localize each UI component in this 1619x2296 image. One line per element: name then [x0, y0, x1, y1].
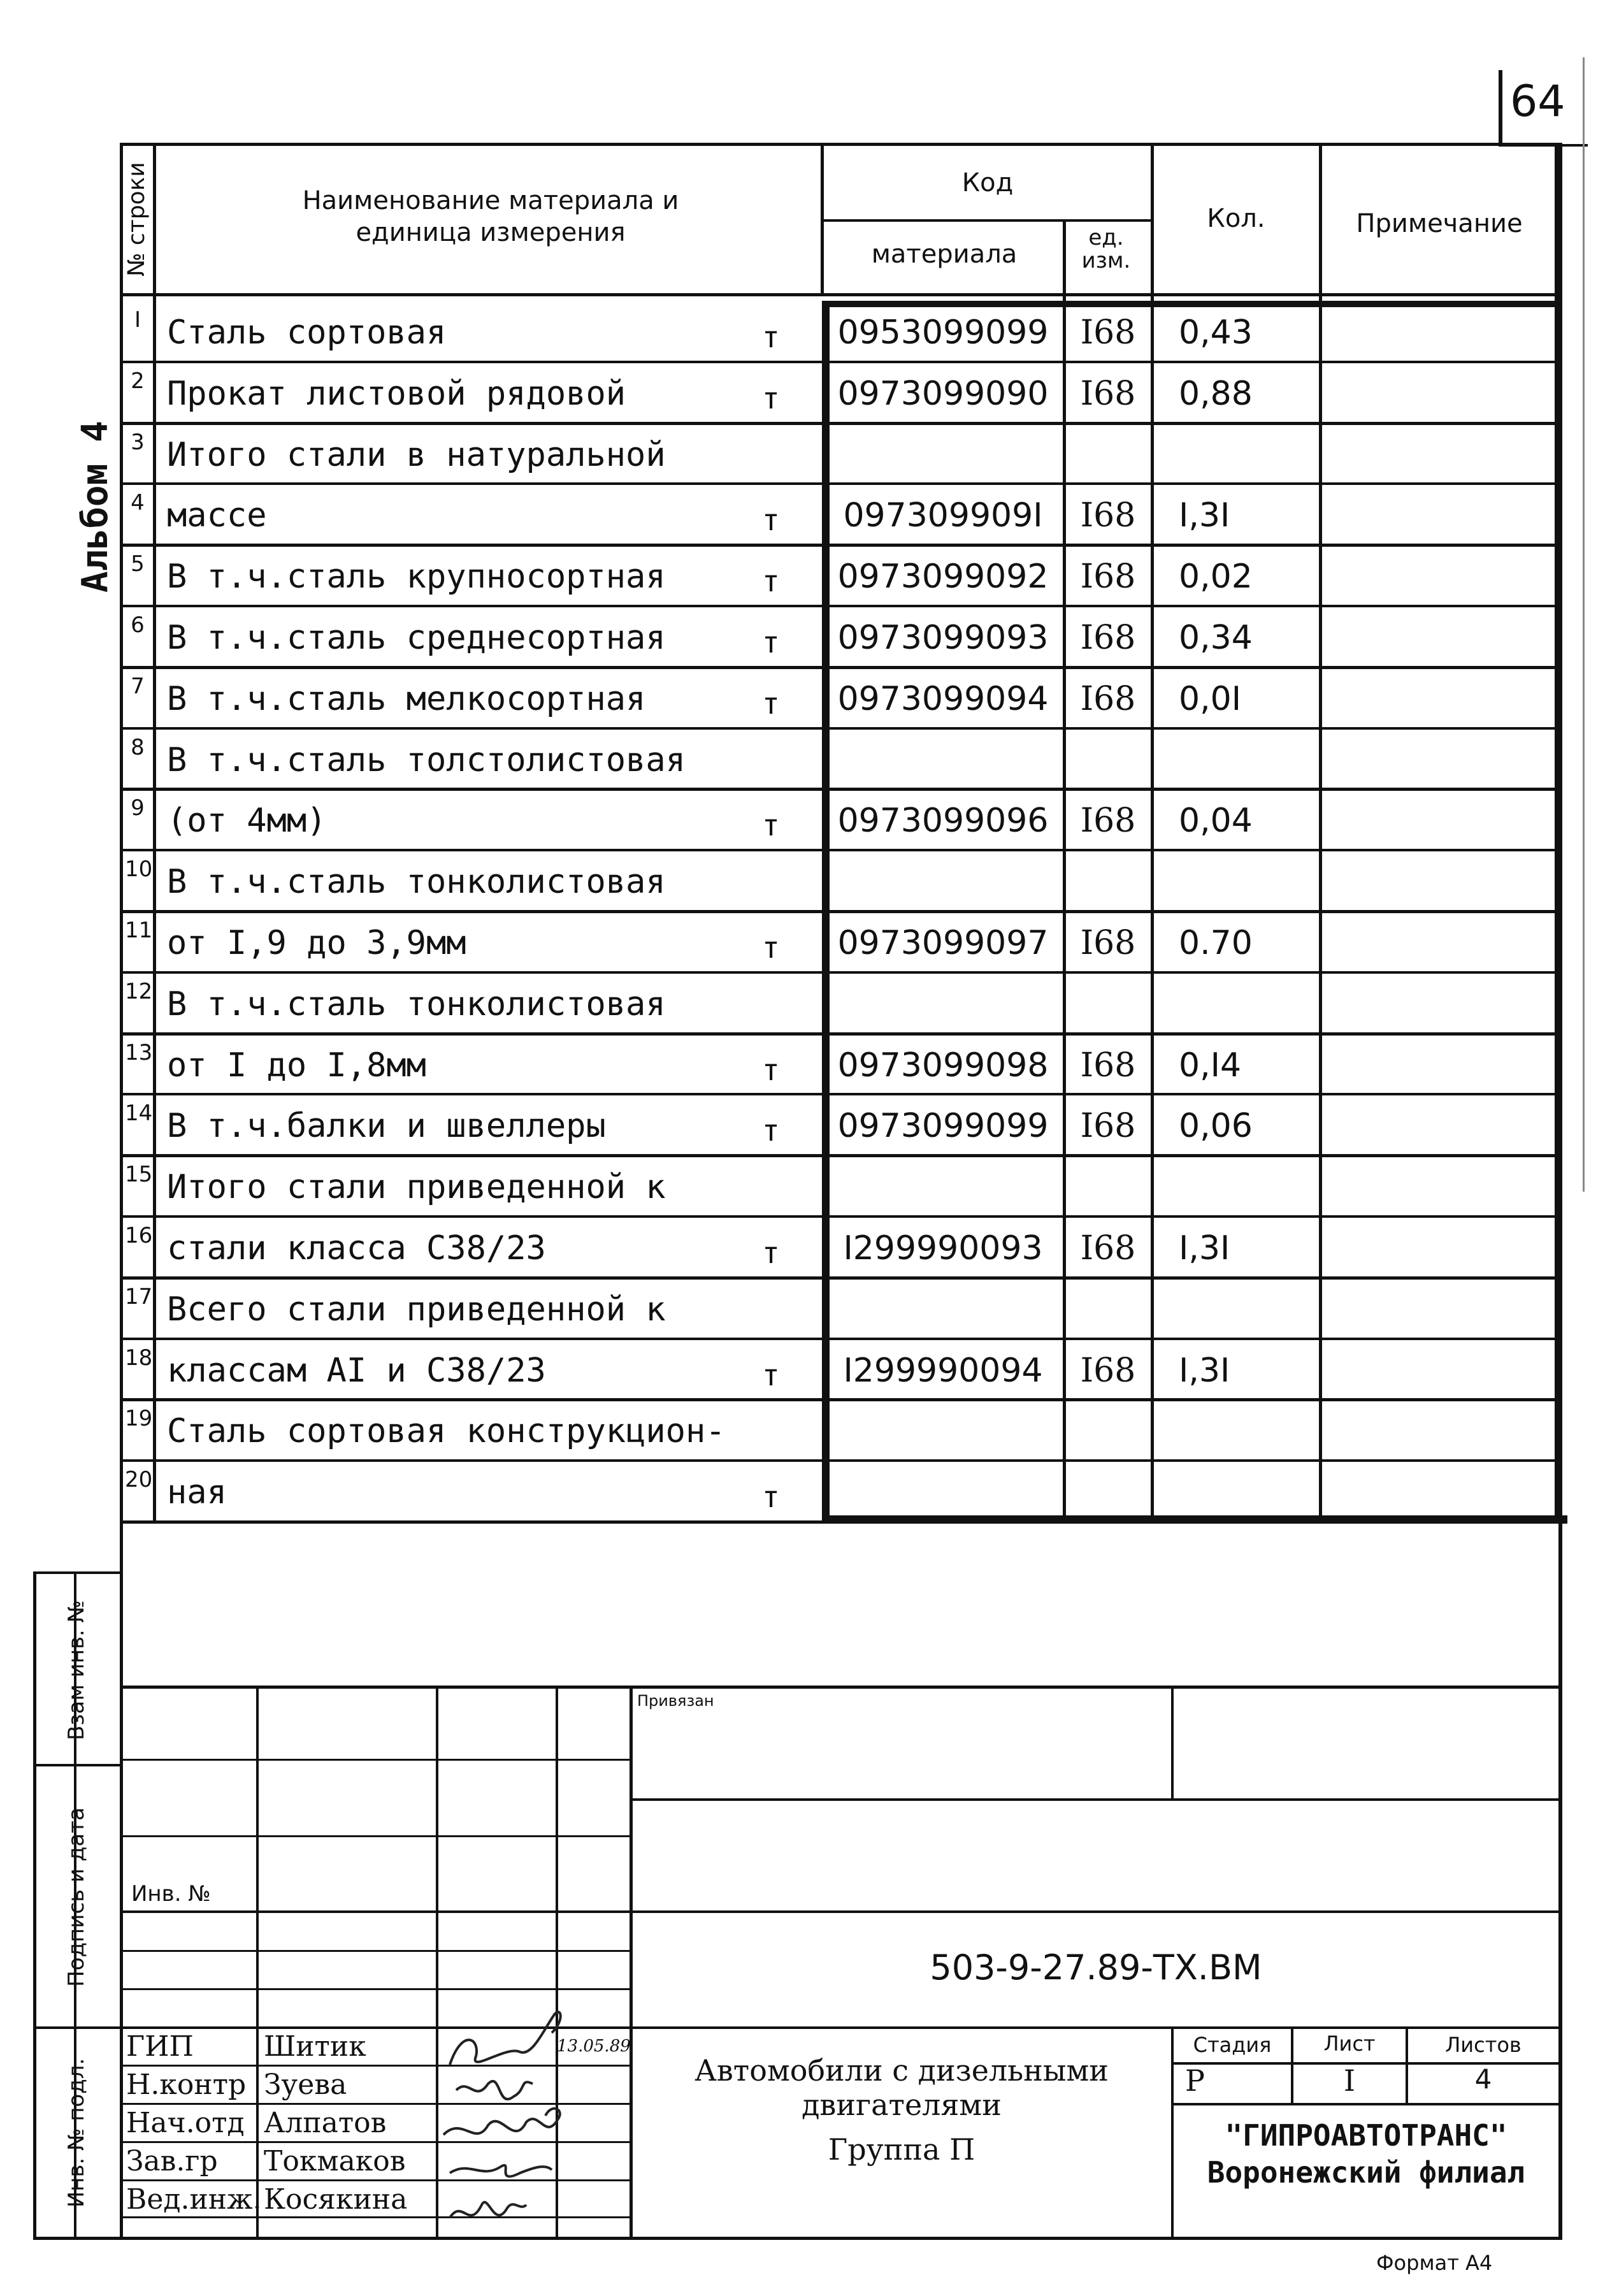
sheets-value: 4 — [1474, 2063, 1492, 2095]
signer-role: Н.контр — [126, 2069, 247, 2101]
unit-letter: т — [762, 625, 780, 660]
row-number: 9 — [131, 795, 145, 821]
stamp-grid-line — [1172, 2103, 1561, 2105]
unit-letter: т — [762, 503, 780, 537]
quantity: 0,0I — [1179, 680, 1242, 718]
row-separator — [121, 361, 1561, 363]
unit-letter: т — [762, 1480, 780, 1514]
row-number: 20 — [125, 1467, 153, 1492]
material-code: I299990094 — [843, 1352, 1043, 1390]
unit-letter: т — [762, 564, 780, 598]
sheets-label: Листов — [1445, 2033, 1522, 2057]
row-separator — [121, 422, 1561, 425]
code-column-line — [821, 143, 824, 293]
table-right-border — [1555, 143, 1562, 1523]
unit-code: I68 — [1080, 1352, 1136, 1390]
side-strip-top — [33, 1571, 122, 1574]
format-label: Формат А4 — [1376, 2251, 1493, 2275]
stamp-bottom-border — [33, 2237, 1562, 2240]
org-name: "ГИПРОАВТОТРАНС" — [1225, 2118, 1507, 2153]
stamp-col-line — [630, 1686, 633, 2240]
document-title — [637, 2053, 1166, 2167]
signature-tokmakov — [450, 2165, 552, 2177]
signature-zueva — [456, 2081, 533, 2099]
inv-no-label: Инв. № — [131, 1881, 211, 1907]
album-label: Альбом 4 — [75, 421, 116, 593]
row-separator — [121, 971, 1561, 974]
material-name: классам АI и С38/23 — [167, 1352, 546, 1390]
stamp-grid-line — [631, 1798, 1172, 1801]
side-strip-left — [33, 1571, 36, 2239]
material-name: от I,9 до 3,9мм — [167, 924, 466, 962]
stamp-col-line — [1171, 1686, 1174, 1800]
signer-name: Алпатов — [264, 2107, 387, 2139]
row-number: 19 — [125, 1406, 153, 1431]
quantity: 0,04 — [1179, 802, 1253, 840]
material-name: Всего стали приведенной к — [167, 1290, 666, 1329]
row-separator — [121, 1154, 1561, 1157]
unit-code: I68 — [1080, 558, 1136, 596]
material-code: I299990093 — [843, 1229, 1043, 1267]
unit-code: I68 — [1080, 375, 1136, 413]
material-name: В т.ч.сталь крупносортная — [167, 558, 666, 596]
org-branch: Воронежский филиал — [1207, 2155, 1525, 2190]
row-separator — [121, 605, 1561, 607]
unit-letter: т — [762, 686, 780, 721]
bold-box-top — [822, 301, 1561, 307]
unit-code: I68 — [1080, 680, 1136, 718]
row-number: 11 — [125, 918, 153, 943]
unit-letter: т — [762, 1358, 780, 1392]
quantity: 0,I4 — [1179, 1046, 1242, 1085]
quantity: I,3I — [1179, 1229, 1230, 1267]
side-label-inv-podl: Инв. № подл. — [64, 2058, 89, 2208]
title-line-1: Автомобили с дизельными — [694, 2053, 1109, 2088]
row-separator — [121, 788, 1561, 791]
row-separator — [121, 1338, 1561, 1340]
quantity: I,3I — [1179, 1352, 1230, 1390]
unit-code: I68 — [1080, 1107, 1136, 1145]
material-name: (от 4мм) — [167, 802, 327, 840]
header-code: Код — [961, 168, 1014, 198]
row-number: 10 — [125, 856, 153, 882]
unit-code: I68 — [1080, 802, 1136, 840]
material-name: массе — [167, 496, 267, 535]
unit-letter: т — [762, 1236, 780, 1270]
sheet-value: I — [1343, 2063, 1356, 2098]
unit-code: I68 — [1080, 619, 1136, 657]
row-number: I — [134, 307, 141, 333]
unit-code: I68 — [1080, 496, 1136, 535]
material-name: Сталь сортовая конструкцион- — [167, 1412, 726, 1450]
signer-name: Токмаков — [264, 2145, 406, 2177]
side-label-podpis: Подпись и дата — [64, 1807, 89, 1987]
header-unit: ед. изм. — [1081, 225, 1131, 273]
unit-qty-line — [1151, 143, 1154, 1519]
signature-kosyakina — [450, 2202, 526, 2218]
row-number: 3 — [131, 430, 145, 455]
material-code: 0973099099 — [837, 1107, 1049, 1145]
signer-role: Зав.гр — [126, 2145, 218, 2177]
title-line-3: Группа П — [828, 2132, 975, 2167]
material-name: ная — [167, 1473, 227, 1512]
stamp-grid-line — [1172, 1798, 1561, 1801]
header-material: материала — [871, 240, 1018, 269]
material-name: В т.ч.сталь тонколистовая — [167, 985, 666, 1023]
stamp-grid-line — [121, 1759, 631, 1761]
row-number: 5 — [131, 551, 145, 577]
right-edge-line — [1583, 57, 1585, 1192]
page-number: 64 — [1510, 76, 1565, 127]
row-separator — [121, 1276, 1561, 1280]
signature-scribbles — [437, 1988, 628, 2243]
stamp-col-line — [256, 1686, 259, 2240]
table-left-border — [120, 143, 123, 2239]
qty-note-line — [1319, 143, 1322, 1519]
stamp-top-line — [121, 1686, 1561, 1689]
header-qty: Кол. — [1207, 204, 1265, 233]
material-name: Итого стали приведенной к — [167, 1168, 666, 1206]
stage-value: Р — [1185, 2063, 1205, 2098]
row-number: 6 — [131, 612, 145, 638]
row-separator — [121, 910, 1561, 913]
unit-code: I68 — [1080, 1046, 1136, 1085]
unit-letter: т — [762, 808, 780, 842]
quantity: 0,43 — [1179, 314, 1253, 352]
material-name: Сталь сортовая — [167, 314, 447, 352]
stamp-right-border — [1558, 1520, 1562, 2239]
table-top-border — [121, 143, 1561, 146]
header-note: Примечание — [1356, 209, 1523, 238]
row-number: 14 — [125, 1101, 153, 1126]
material-name: В т.ч.сталь мелкосортная — [167, 680, 646, 718]
material-name: В т.ч.сталь тонколистовая — [167, 863, 666, 901]
title-line-2: двигателями — [802, 2088, 1002, 2122]
row-number: 2 — [131, 368, 145, 394]
sheet-label: Лист — [1323, 2032, 1376, 2056]
row-separator — [121, 544, 1561, 547]
header-row-number: № строки — [124, 162, 150, 277]
row-number: 8 — [131, 735, 145, 760]
material-name: В т.ч.балки и швеллеры — [167, 1107, 606, 1145]
row-separator — [121, 1459, 1561, 1462]
material-name: Итого стали в натуральной — [167, 436, 666, 474]
stage-label: Стадия — [1193, 2033, 1272, 2057]
organization — [1174, 2117, 1558, 2191]
material-name: В т.ч.сталь среднесортная — [167, 619, 666, 657]
row-separator — [121, 849, 1561, 851]
material-code: 0973099093 — [837, 619, 1049, 657]
stamp-grid-line — [121, 1835, 631, 1837]
material-code: 0973099092 — [837, 558, 1049, 596]
unit-letter: т — [762, 1113, 780, 1148]
material-name: стали класса С38/23 — [167, 1229, 546, 1267]
material-code: 097309909I — [843, 496, 1043, 535]
quantity: 0,06 — [1179, 1107, 1253, 1145]
signer-role: ГИП — [126, 2030, 194, 2063]
row-separator — [121, 1032, 1561, 1036]
row-separator — [121, 482, 1561, 485]
quantity: 0,88 — [1179, 375, 1253, 413]
signature-alpatov — [443, 2109, 560, 2135]
row-number: 15 — [125, 1162, 153, 1187]
quantity: I,3I — [1179, 496, 1230, 535]
unit-code: I68 — [1080, 924, 1136, 962]
row-separator — [121, 727, 1561, 730]
row-number: 13 — [125, 1040, 153, 1065]
signer-role: Вед.инж. — [126, 2183, 262, 2216]
row-number-column-line — [153, 143, 156, 1523]
page-number-border — [1499, 70, 1502, 147]
header-bottom-border — [121, 293, 1561, 296]
material-code: 0953099099 — [837, 314, 1049, 352]
signer-role: Нач.отд — [126, 2107, 245, 2139]
row-separator — [121, 1215, 1561, 1218]
unit-code: I68 — [1080, 1229, 1136, 1267]
stamp-grid-line — [121, 1950, 631, 1952]
material-code: 0973099096 — [837, 802, 1049, 840]
row-number: 18 — [125, 1345, 153, 1371]
signer-name: Зуева — [264, 2069, 347, 2101]
stamp-grid-line — [121, 1910, 1561, 1913]
stamp-grid-line — [121, 2026, 1561, 2029]
signer-name: Косякина — [264, 2183, 408, 2216]
side-label-vzam: Взам инв. № — [64, 1599, 89, 1741]
material-name: В т.ч.сталь толстолистовая — [167, 741, 686, 779]
unit-letter: т — [762, 1053, 780, 1087]
unit-letter: т — [762, 381, 780, 415]
privyazan-label: Привязан — [637, 1692, 714, 1710]
code-subheader-line — [822, 219, 1152, 222]
row-number: 16 — [125, 1223, 153, 1248]
row-number: 17 — [125, 1284, 153, 1310]
material-code: 0973099097 — [837, 924, 1049, 962]
quantity: 0.70 — [1179, 924, 1253, 962]
unit-letter: т — [762, 930, 780, 965]
material-name: Прокат листовой рядовой — [167, 375, 626, 413]
material-code: 0973099098 — [837, 1046, 1049, 1085]
row-number: 12 — [125, 979, 153, 1004]
quantity: 0,02 — [1179, 558, 1253, 596]
document-code: 503-9-27.89-ТХ.ВМ — [930, 1947, 1262, 1988]
signature-shitik — [450, 2012, 561, 2065]
row-separator — [121, 1398, 1561, 1401]
signer-name: Шитик — [264, 2030, 366, 2063]
quantity: 0,34 — [1179, 619, 1253, 657]
material-name: от I до I,8мм — [167, 1046, 426, 1085]
row-number: 4 — [131, 490, 145, 516]
material-code: 0973099090 — [837, 375, 1049, 413]
material-code: 0973099094 — [837, 680, 1049, 718]
row-number: 7 — [131, 674, 145, 699]
table-bottom-border — [121, 1520, 1567, 1524]
signature-date: 13.05.89 — [557, 2037, 631, 2056]
row-separator — [121, 666, 1561, 669]
unit-letter: т — [762, 320, 780, 354]
row-separator — [121, 1093, 1561, 1095]
unit-code: I68 — [1080, 314, 1136, 352]
header-name: Наименование материала и единица измерения — [302, 186, 679, 247]
material-unit-line — [1063, 219, 1066, 1519]
